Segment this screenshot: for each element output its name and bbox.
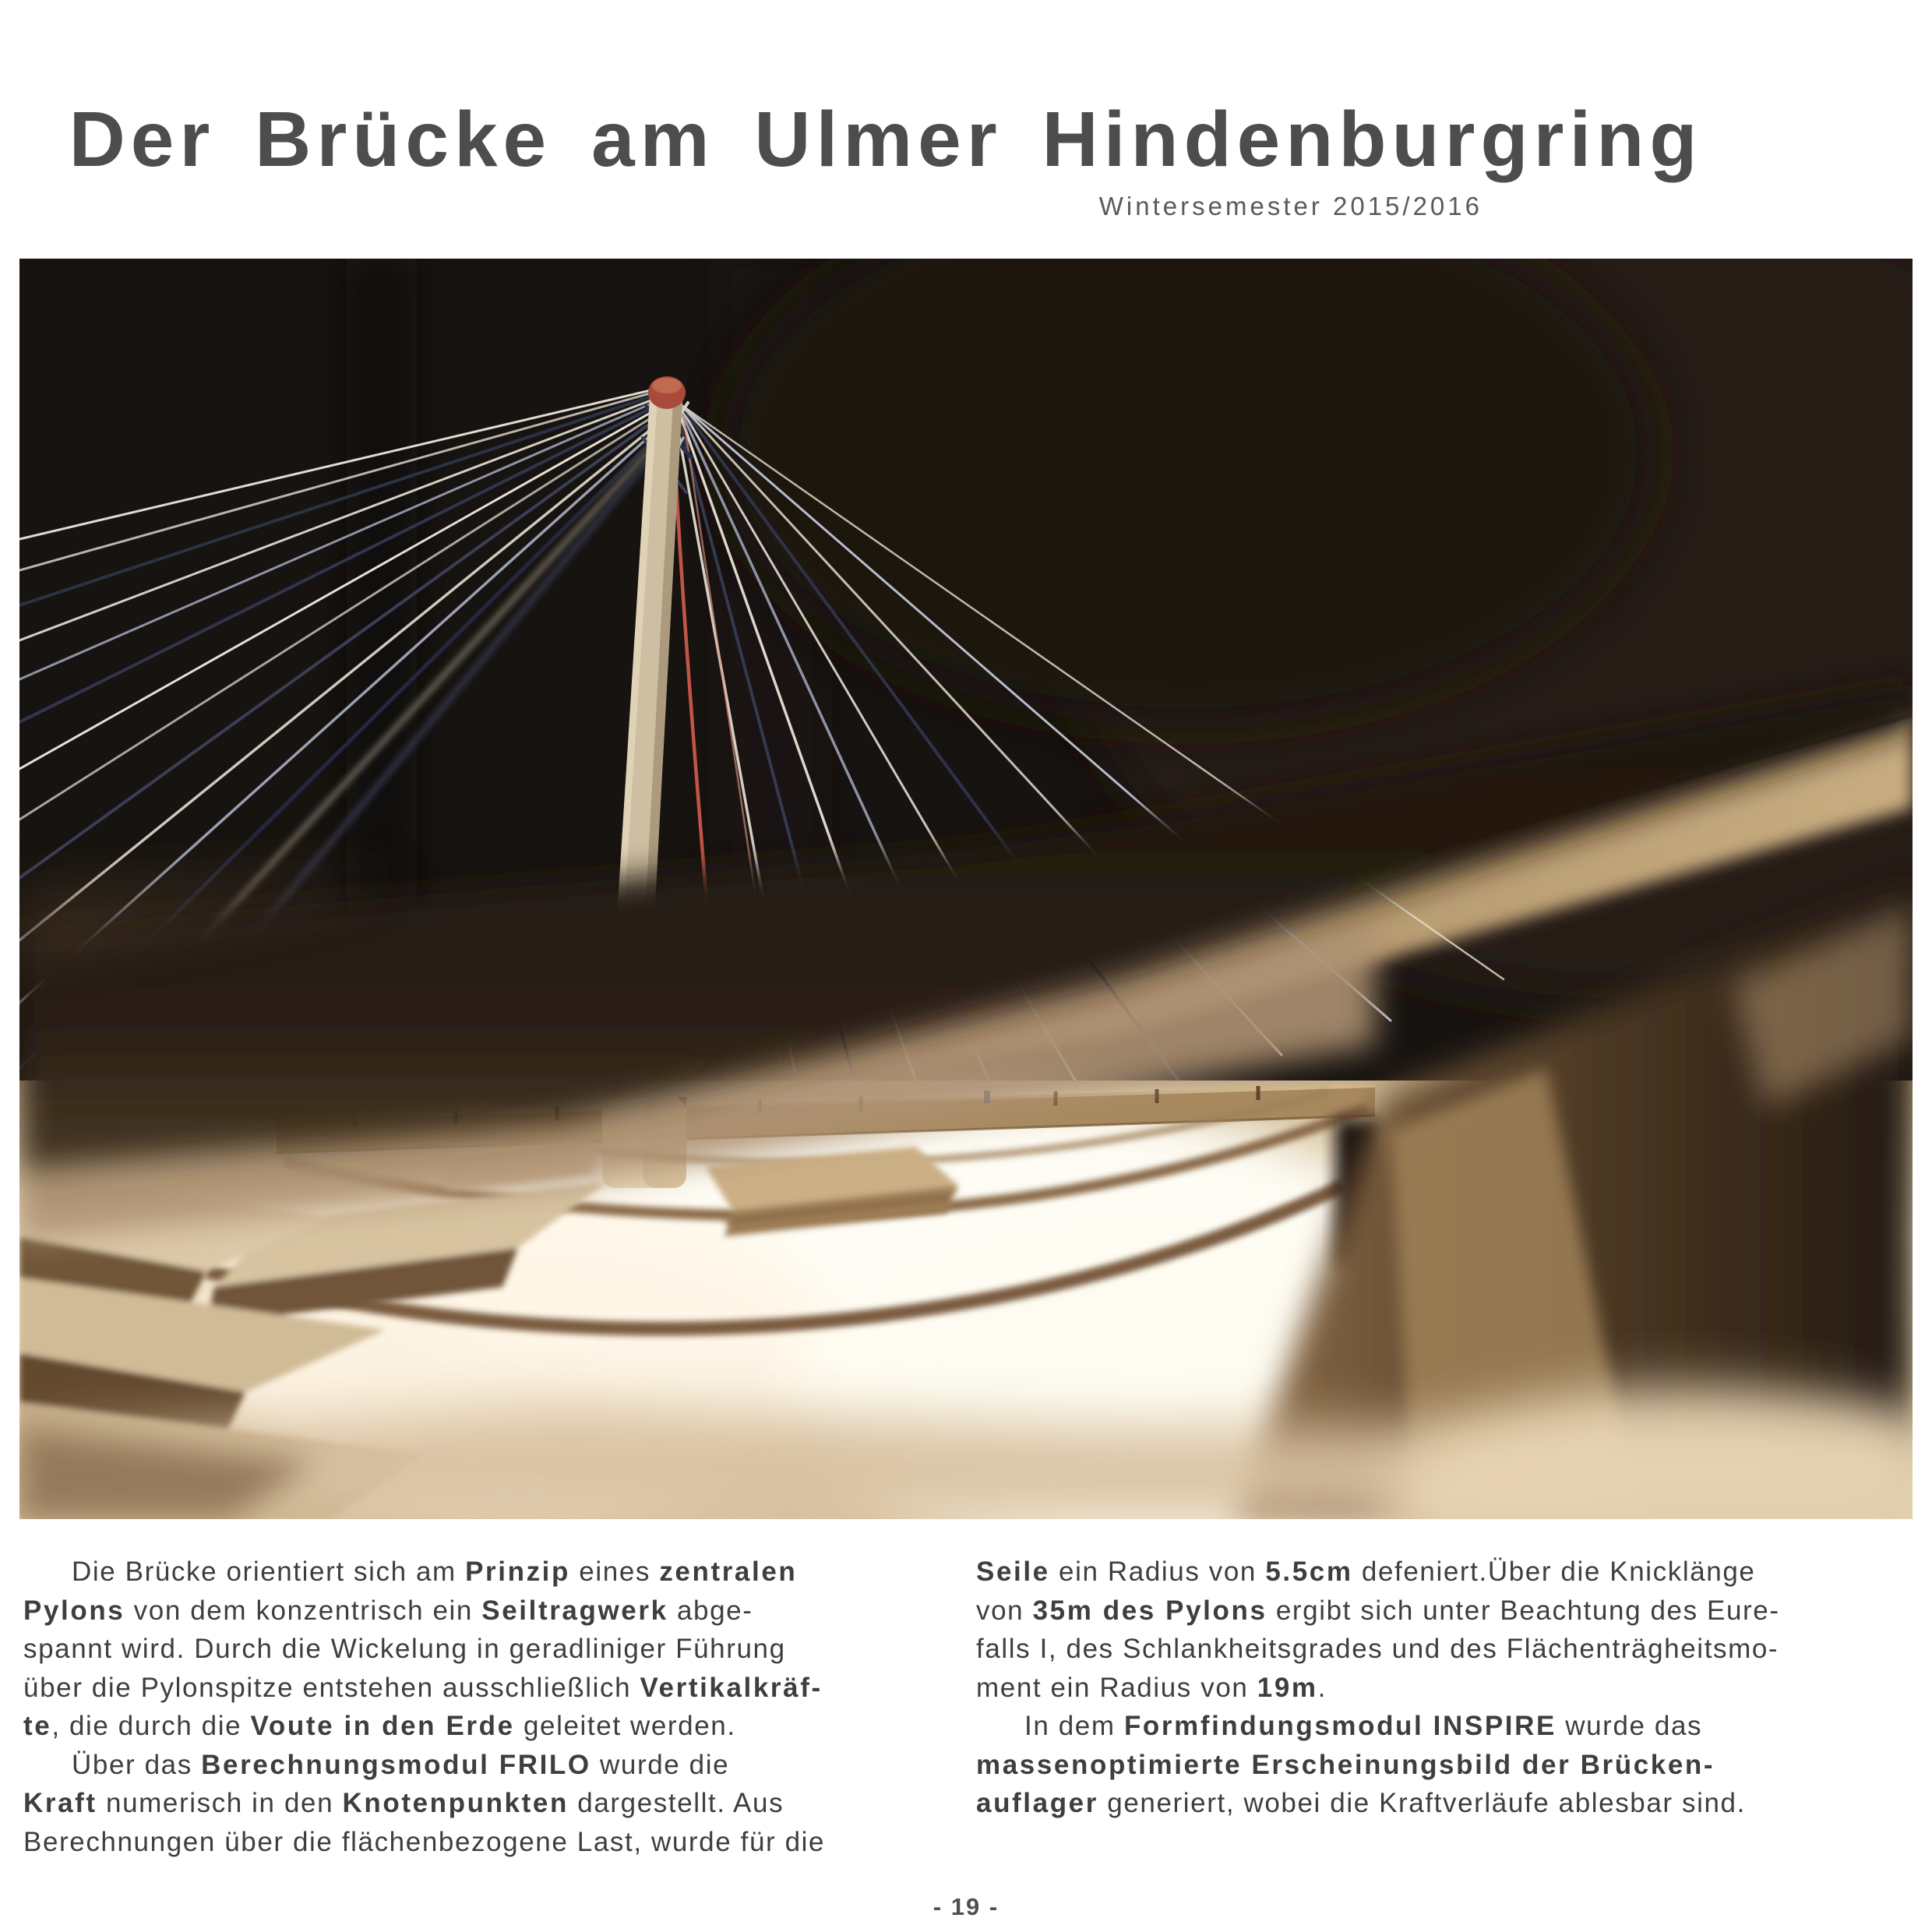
page-number: - 19 - [933,1893,999,1920]
text-segment: Die Brücke orientiert sich am [72,1557,466,1587]
text-segment: , die durch die [51,1711,251,1741]
text-segment: von dem konzentrisch ein [125,1595,482,1626]
text-line [23,1630,962,1669]
text-segment: Voute in den Erde [250,1711,515,1741]
text-segment: defeniert.Über die Knicklänge [1352,1557,1756,1587]
bridge-model-photo-canvas [19,259,1913,1519]
text-segment: Vertikalkräf- [640,1672,823,1703]
text-segment: geleitet werden. [514,1711,736,1741]
text-line [976,1707,1915,1746]
text-segment: Formfindungsmodul INSPIRE [1123,1711,1557,1741]
text-segment: te [23,1711,52,1741]
page-title: Der Brücke am Ulmer Hindenburgring [69,96,1703,183]
text-segment: numerisch in den [97,1788,343,1818]
text-segment: zentralen [659,1557,798,1587]
text-segment: massenoptimierte Erscheinungsbild der Brücken- [976,1749,1715,1780]
text-line [23,1669,962,1708]
body-column-right [976,1553,1915,1823]
text-segment: Kraft [23,1788,97,1818]
text-line [23,1746,962,1785]
text-segment: Prinzip [465,1557,570,1587]
text-segment: von [976,1595,1033,1626]
body-column-left [23,1553,962,1861]
text-segment: 5.5cm [1265,1557,1353,1587]
text-segment: Über das [72,1749,202,1780]
text-segment: spannt wird. Durch die Wickelung in geradliniger Führung [23,1634,786,1664]
text-segment: wurde das [1556,1711,1703,1741]
page-subtitle: Wintersemester 2015/2016 [1098,192,1482,220]
text-segment: auflager [976,1788,1098,1818]
text-segment: dargestellt. Aus [568,1788,784,1818]
bridge-model-photo [19,259,1913,1519]
text-line [976,1746,1915,1785]
text-segment: 19m [1257,1672,1318,1703]
text-segment: Seiltragwerk [481,1595,668,1626]
text-line [976,1592,1915,1631]
text-segment: ein Radius von [1049,1557,1266,1587]
text-segment: falls I, des Schlankheitsgrades und des Flächenträgheitsmo- [976,1634,1779,1664]
text-segment: . [1317,1672,1327,1703]
text-segment: Seile [976,1557,1050,1587]
text-line [23,1592,962,1631]
text-line [23,1823,962,1862]
text-segment: generiert, wobei die Kraftverläufe ablesbar sind. [1098,1788,1746,1818]
text-line [976,1630,1915,1669]
text-segment: ergibt sich unter Beachtung des Eure- [1267,1595,1780,1626]
text-line [23,1553,962,1592]
text-segment: ment ein Radius von [976,1672,1257,1703]
text-line [976,1553,1915,1592]
text-segment: abge- [668,1595,753,1626]
text-line [23,1707,962,1746]
text-segment: Berechnungsmodul FRILO [201,1749,591,1780]
text-line [23,1784,962,1823]
text-segment: Berechnungen über die flächenbezogene Last, wurde für die [23,1826,826,1857]
text-line [976,1669,1915,1708]
text-segment: In dem [1024,1711,1124,1741]
text-segment: Pylons [23,1595,125,1626]
text-segment: 35m des Pylons [1032,1595,1267,1626]
text-segment: wurde die [591,1749,730,1780]
text-segment: Knotenpunkten [342,1788,569,1818]
text-segment: über die Pylonspitze entstehen ausschließlich [23,1672,640,1703]
text-segment: eines [569,1557,660,1587]
text-line [976,1784,1915,1823]
